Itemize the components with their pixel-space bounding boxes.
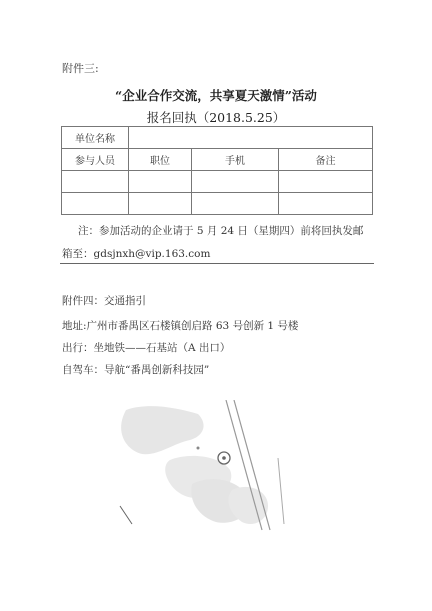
registration-form-table <box>61 126 373 215</box>
map-land-area <box>121 406 203 454</box>
table-cell[interactable] <box>192 193 279 215</box>
map-road <box>278 458 284 524</box>
table-cell[interactable] <box>62 171 129 193</box>
attachment4-label: 附件四：交通指引 <box>62 295 146 307</box>
table-row <box>62 193 373 215</box>
header-position: 职位 <box>129 149 192 171</box>
header-remarks: 备注 <box>279 149 373 171</box>
table-row <box>62 171 373 193</box>
unit-name-label: 单位名称 <box>62 127 129 149</box>
form-subtitle: 报名回执（2018.5.25） <box>146 110 286 125</box>
location-marker-dot <box>222 456 226 460</box>
attachment3-label: 附件三: <box>62 62 99 75</box>
table-row <box>62 127 373 149</box>
event-title: “企业合作交流，共享夏天激情”活动 <box>115 88 317 103</box>
metro-directions: 出行：坐地铁——石基站（A 出口） <box>62 342 231 354</box>
table-cell[interactable] <box>62 193 129 215</box>
submission-note-line1: 注：参加活动的企业请于 5 月 24 日（星期四）前将回执发邮 <box>78 225 364 237</box>
address-text: 地址:广州市番禺区石楼镇创启路 63 号创新 1 号楼 <box>62 320 299 332</box>
driving-directions: 自驾车：导航“番禺创新科技园” <box>62 364 210 376</box>
unit-name-value-cell[interactable] <box>129 127 373 149</box>
location-map <box>108 400 320 560</box>
header-phone: 手机 <box>192 149 279 171</box>
table-cell[interactable] <box>279 171 373 193</box>
section-divider <box>60 263 374 264</box>
table-row <box>62 149 373 171</box>
header-participant: 参与人员 <box>62 149 129 171</box>
table-cell[interactable] <box>129 171 192 193</box>
map-road <box>120 506 132 524</box>
table-cell[interactable] <box>192 171 279 193</box>
table-cell[interactable] <box>279 193 373 215</box>
poi-dot-icon <box>197 447 200 450</box>
submission-note-line2: 箱至：gdsjnxh@vip.163.com <box>62 248 211 260</box>
table-cell[interactable] <box>129 193 192 215</box>
